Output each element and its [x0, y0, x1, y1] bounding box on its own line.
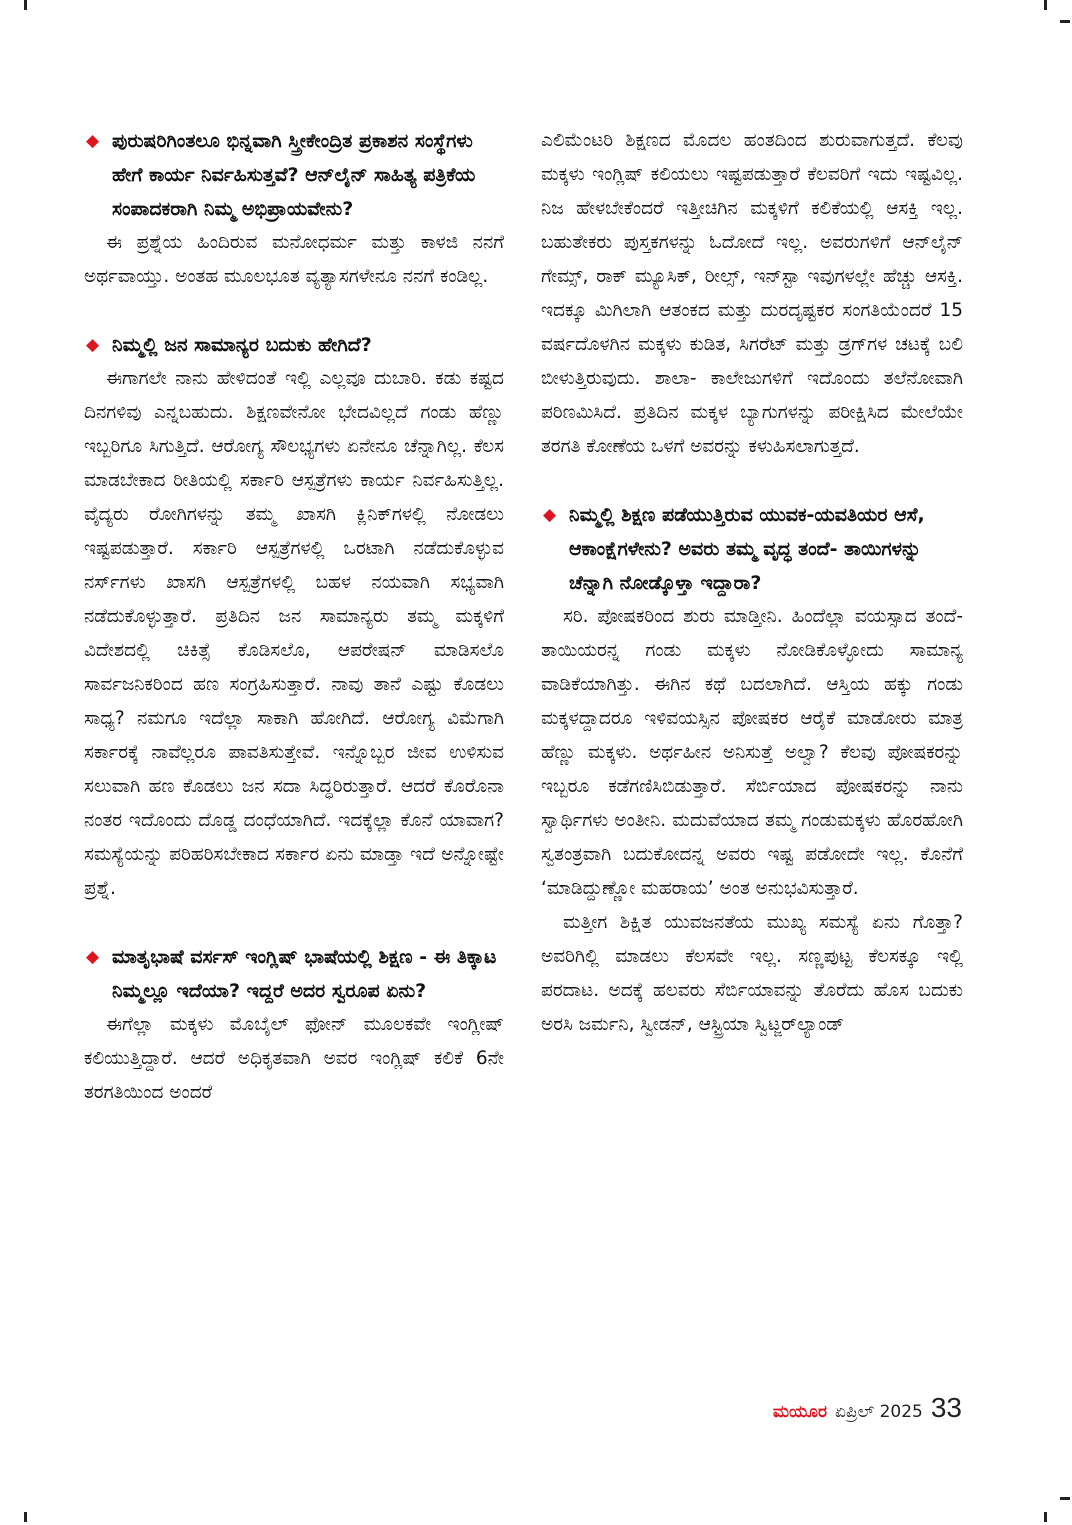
crop-mark-top-left	[24, 0, 27, 10]
answer-paragraph: ಈಗಾಗಲೇ ನಾನು ಹೇಳಿದಂತೆ ಇಲ್ಲಿ ಎಲ್ಲವೂ ದುಬಾರಿ. ಕಡು ಕಷ್ಟದ ದಿನಗಳಿವು ಎನ್ನಬಹುದು. ಶಿಕ್ಷಣವೇನೋ ಭೇದವಿಲ್ಲದೆ ಗಂಡು ಹೆಣ್ಣು ಇಬ್ಬರಿಗೂ ಸಿಗುತ್ತಿದೆ. ಆರೋಗ್ಯ ಸೌಲಭ್ಯಗಳು ಏನೇನೂ ಚೆನ್ನಾಗಿಲ್ಲ. ಕೆಲಸ ಮಾಡಬೇಕಾದ ರೀತಿಯಲ್ಲಿ ಸರ್ಕಾರಿ ಆಸ್ಪತ್ರೆಗಳು ಕಾರ್ಯ ನಿರ್ವಹಿಸುತ್ತಿಲ್ಲ. ವೈದ್ಯರು ರೋಗಿಗಳನ್ನು ತಮ್ಮ ಖಾಸಗಿ ಕ್ಲಿನಿಕ್‌ಗಳಲ್ಲಿ ನೋಡಲು ಇಷ್ಟಪಡುತ್ತಾರೆ. ಸರ್ಕಾರಿ ಆಸ್ಪತ್ರೆಗಳಲ್ಲಿ ಒರಟಾಗಿ ನಡೆದುಕೊಳ್ಳುವ ನರ್ಸ್‌ಗಳು ಖಾಸಗಿ ಆಸ್ಪತ್ರೆಗಳಲ್ಲಿ ಬಹಳ ನಯವಾಗಿ ಸಭ್ಯವಾಗಿ ನಡೆದುಕೊಳ್ಳುತ್ತಾರೆ. ಪ್ರತಿದಿನ ಜನ ಸಾಮಾನ್ಯರು ತಮ್ಮ ಮಕ್ಕಳಿಗೆ ವಿದೇಶದಲ್ಲಿ ಚಿಕಿತ್ಸೆ ಕೊಡಿಸಲೊ, ಆಪರೇಷನ್ ಮಾಡಿಸಲೊ ಸಾರ್ವಜನಿಕರಿಂದ ಹಣ ಸಂಗ್ರಹಿಸುತ್ತಾರೆ. ನಾವು ತಾನೆ ಎಷ್ಟು ಕೊಡಲು ಸಾಧ್ಯ? ನಮಗೂ ಇದೆಲ್ಲಾ ಸಾಕಾಗಿ ಹೋಗಿದೆ. ಆರೋಗ್ಯ ವಿಮೆಗಾಗಿ ಸರ್ಕಾರಕ್ಕೆ ನಾವೆಲ್ಲರೂ ಪಾವತಿಸುತ್ತೇವೆ. ಇನ್ನೊಬ್ಬರ ಜೀವ ಉಳಿಸುವ ಸಲುವಾಗಿ ಹಣ ಕೊಡಲು ಜನ ಸದಾ ಸಿದ್ಧರಿರುತ್ತಾರೆ. ಆದರೆ ಕೊರೊನಾ ನಂತರ ಇದೊಂದು ದೊಡ್ಡ ದಂಧೆಯಾಗಿದೆ. ಇದಕ್ಕೆಲ್ಲಾ ಕೊನೆ ಯಾವಾಗ? ಸಮಸ್ಯೆಯನ್ನು ಪರಿಹರಿಸಬೇಕಾದ ಸರ್ಕಾರ ಏನು ಮಾಡ್ತಾ ಇದೆ ಅನ್ನೋಷ್ಟೇ ಪ್ರಶ್ನೆ.	[84, 368, 504, 899]
paragraph-gap	[541, 464, 963, 498]
page-number: 33	[930, 1392, 962, 1423]
question-text: ಪುರುಷರಿಗಿಂತಲೂ ಭಿನ್ನವಾಗಿ ಸ್ತ್ರೀಕೇಂದ್ರಿತ ಪ್ರಕಾಶನ ಸಂಸ್ಥೆಗಳು ಹೇಗೆ ಕಾರ್ಯ ನಿರ್ವಹಿಸುತ್ತವೆ? ಆನ್‌ಲೈನ್ ಸಾಹಿತ್ಯ ಪತ್ರಿಕೆಯ ಸಂಪಾದಕರಾಗಿ ನಿಮ್ಮ ಅಭಿಪ್ರಾಯವೇನು?	[112, 130, 476, 220]
page-footer	[773, 1392, 962, 1424]
answer-paragraph: ಈಗೆಲ್ಲಾ ಮಕ್ಕಳು ಮೊಬೈಲ್ ಫೋನ್ ಮೂಲಕವೇ ಇಂಗ್ಲೀಷ್ ಕಲಿಯುತ್ತಿದ್ದಾರೆ. ಆದರೆ ಅಧಿಕೃತವಾಗಿ ಅವರ ಇಂಗ್ಲಿಷ್ ಕಲಿಕೆ 6ನೇ ತರಗತಿಯಿಂದ ಅಂದರೆ	[84, 1014, 504, 1103]
right-column	[541, 124, 963, 1042]
paragraph-gap	[84, 294, 504, 328]
diamond-bullet-icon: ◆	[543, 505, 557, 525]
magazine-brand: ಮಯೂರ	[772, 1402, 828, 1422]
answer-paragraph: ಮತ್ತೀಗ ಶಿಕ್ಷಿತ ಯುವಜನತೆಯ ಮುಖ್ಯ ಸಮಸ್ಯೆ ಏನು ಗೊತ್ತಾ? ಅವರಿಗಿಲ್ಲಿ ಮಾಡಲು ಕೆಲಸವೇ ಇಲ್ಲ. ಸಣ್ಣಪುಟ್ಟ ಕೆಲಸಕ್ಕೂ ಇಲ್ಲಿ ಪರದಾಟ. ಅದಕ್ಕೆ ಹಲವರು ಸೆರ್ಬಿಯಾವನ್ನು ತೊರೆದು ಹೊಸ ಬದುಕು ಅರಸಿ ಜರ್ಮನಿ, ಸ್ವೀಡನ್, ಆಸ್ಟ್ರಿಯಾ ಸ್ವಿಟ್ಜರ್‌ಲ್ಯಾಂಡ್	[541, 912, 963, 1035]
left-column	[84, 124, 504, 1110]
issue-date: ಏಪ್ರಿಲ್ 2025	[835, 1402, 923, 1422]
answer-paragraph: ಈ ಪ್ರಶ್ನೆಯ ಹಿಂದಿರುವ ಮನೋಧರ್ಮ ಮತ್ತು ಕಾಳಜಿ ನನಗೆ ಅರ್ಥವಾಯ್ತು. ಅಂತಹ ಮೂಲಭೂತ ವ್ಯತ್ಯಾಸಗಳೇನೂ ನನಗೆ ಕಂಡಿಲ್ಲ.	[84, 232, 504, 287]
crop-mark-bottom-right	[1044, 1512, 1047, 1522]
paragraph-gap	[84, 906, 504, 940]
interview-question	[84, 124, 504, 226]
interview-question	[84, 328, 504, 362]
diamond-bullet-icon: ◆	[86, 131, 100, 151]
crop-mark-right-upper	[1060, 20, 1070, 23]
question-text: ಮಾತೃಭಾಷೆ ವರ್ಸಸ್ ಇಂಗ್ಲಿಷ್ ಭಾಷೆಯಲ್ಲಿ ಶಿಕ್ಷಣ - ಈ ತಿಕ್ಕಾಟ ನಿಮ್ಮಲ್ಲೂ ಇದೆಯಾ? ಇದ್ದರೆ ಅದರ ಸ್ವರೂಪ ಏನು?	[112, 946, 497, 1002]
crop-mark-right-lower	[1060, 1497, 1070, 1500]
answer-paragraph: ಎಲಿಮೆಂಟರಿ ಶಿಕ್ಷಣದ ಮೊದಲ ಹಂತದಿಂದ ಶುರುವಾಗುತ್ತದೆ. ಕೆಲವು ಮಕ್ಕಳು ಇಂಗ್ಲಿಷ್ ಕಲಿಯಲು ಇಷ್ಟಪಡುತ್ತಾರೆ ಕೆಲವರಿಗೆ ಇದು ಇಷ್ಟವಿಲ್ಲ. ನಿಜ ಹೇಳಬೇಕೆಂದರೆ ಇತ್ತೀಚಿಗಿನ ಮಕ್ಕಳಿಗೆ ಕಲಿಕೆಯಲ್ಲಿ ಆಸಕ್ತಿ ಇಲ್ಲ. ಬಹುತೇಕರು ಪುಸ್ತಕಗಳನ್ನು ಓದೋದೆ ಇಲ್ಲ. ಅವರುಗಳಿಗೆ ಆನ್‌ಲೈನ್ ಗೇಮ್ಸ್, ರಾಕ್ ಮ್ಯೂಸಿಕ್, ರೀಲ್ಸ್, ಇನ್‌ಸ್ಟಾ ಇವುಗಳಲ್ಲೇ ಹೆಚ್ಚು ಆಸಕ್ತಿ. ಇದಕ್ಕೂ ಮಿಗಿಲಾಗಿ ಆತಂಕದ ಮತ್ತು ದುರದೃಷ್ಟಕರ ಸಂಗತಿಯೆಂದರೆ 15 ವರ್ಷದೊಳಗಿನ ಮಕ್ಕಳು ಕುಡಿತ, ಸಿಗರೆಟ್ ಮತ್ತು ಡ್ರಗ್‌ಗಳ ಚಟಕ್ಕೆ ಬಲಿ ಬೀಳುತ್ತಿರುವುದು. ಶಾಲಾ- ಕಾಲೇಜುಗಳಿಗೆ ಇದೊಂದು ತಲೆನೋವಾಗಿ ಪರಿಣಮಿಸಿದೆ. ಪ್ರತಿದಿನ ಮಕ್ಕಳ ಬ್ಯಾಗುಗಳನ್ನು ಪರೀಕ್ಷಿಸಿದ ಮೇಲೆಯೇ ತರಗತಿ ಕೋಣೆಯ ಒಳಗೆ ಅವರನ್ನು ಕಳುಹಿಸಲಾಗುತ್ತದೆ.	[541, 130, 963, 457]
answer-paragraph: ಸರಿ. ಪೋಷಕರಿಂದ ಶುರು ಮಾಡ್ತೀನಿ. ಹಿಂದೆಲ್ಲಾ ವಯಸ್ಸಾದ ತಂದೆ-ತಾಯಿಯರನ್ನ ಗಂಡು ಮಕ್ಕಳು ನೋಡಿಕೊಳ್ಳೋದು ಸಾಮಾನ್ಯ ವಾಡಿಕೆಯಾಗಿತ್ತು. ಈಗಿನ ಕಥೆ ಬದಲಾಗಿದೆ. ಆಸ್ತಿಯ ಹಕ್ಕು ಗಂಡು ಮಕ್ಕಳದ್ದಾದರೂ ಇಳಿವಯಸ್ಸಿನ ಪೋಷಕರ ಆರೈಕೆ ಮಾಡೋರು ಮಾತ್ರ ಹೆಣ್ಣು ಮಕ್ಕಳು. ಅರ್ಥಹೀನ ಅನಿಸುತ್ತೆ ಅಲ್ವಾ? ಕೆಲವು ಪೋಷಕರನ್ನು ಇಬ್ಬರೂ ಕಡೆಗಣಿಸಿಬಿಡುತ್ತಾರೆ. ಸೆರ್ಬಿಯಾದ ಪೋಷಕರನ್ನು ನಾನು ಸ್ವಾರ್ಥಿಗಳು ಅಂತೀನಿ. ಮದುವೆಯಾದ ತಮ್ಮ ಗಂಡುಮಕ್ಕಳು ಹೊರಹೋಗಿ ಸ್ವತಂತ್ರವಾಗಿ ಬದುಕೋದನ್ನ ಅವರು ಇಷ್ಟ ಪಡೋದೇ ಇಲ್ಲ. ಕೊನೆಗೆ ‘ಮಾಡಿದ್ದುಣ್ಣೋ ಮಹರಾಯ’ ಅಂತ ಅನುಭವಿಸುತ್ತಾರೆ.	[541, 606, 963, 899]
interview-question	[541, 498, 963, 600]
crop-mark-bottom-left	[24, 1512, 27, 1522]
interview-question	[84, 940, 504, 1008]
diamond-bullet-icon: ◆	[86, 947, 100, 967]
question-text: ನಿಮ್ಮಲ್ಲಿ ಜನ ಸಾಮಾನ್ಯರ ಬದುಕು ಹೇಗಿದೆ?	[112, 334, 372, 356]
crop-mark-top-right	[1044, 0, 1047, 10]
diamond-bullet-icon: ◆	[86, 335, 100, 355]
question-text: ನಿಮ್ಮಲ್ಲಿ ಶಿಕ್ಷಣ ಪಡೆಯುತ್ತಿರುವ ಯುವಕ-ಯವತಿಯರ ಆಸೆ, ಆಕಾಂಕ್ಷೆಗಳೇನು? ಅವರು ತಮ್ಮ ವೃದ್ಧ ತಂದೆ- ತಾಯಿಗಳನ್ನು ಚೆನ್ನಾಗಿ ನೋಡ್ಕೊಳ್ತಾ ಇದ್ದಾರಾ?	[569, 504, 925, 594]
